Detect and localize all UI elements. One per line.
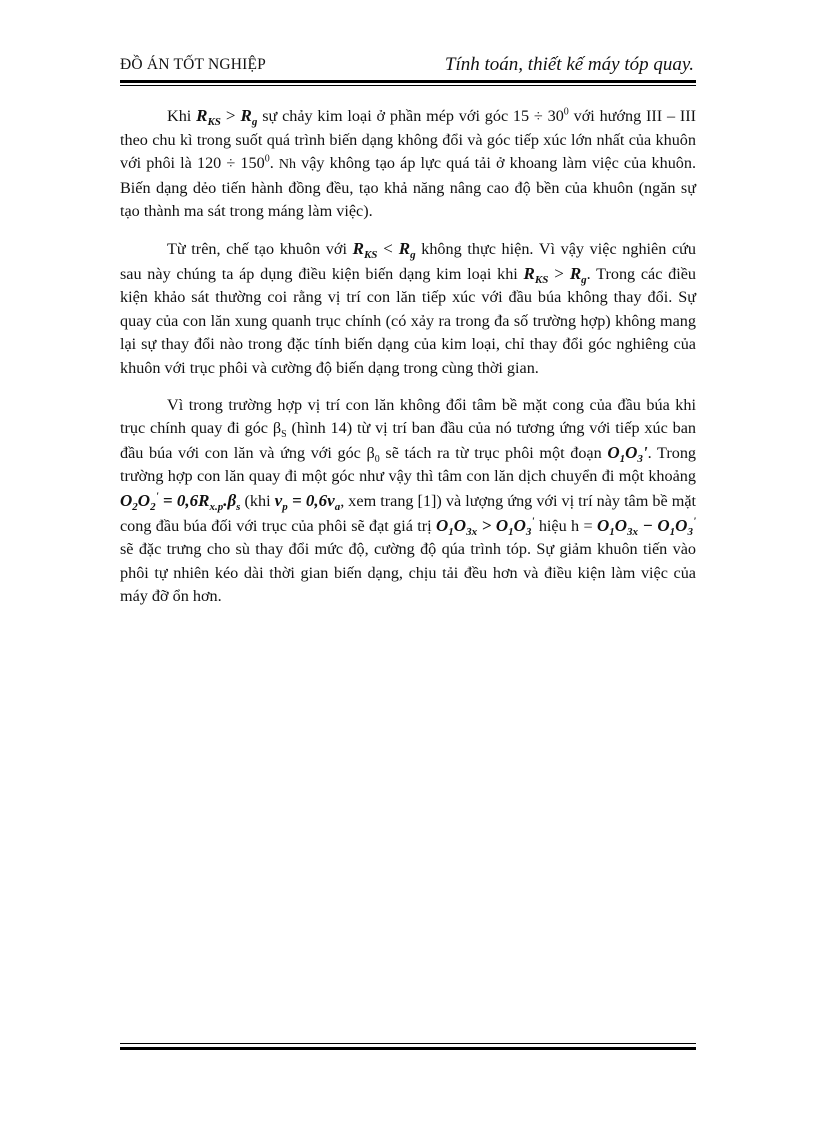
formula-o2o2: $O_2O_2' = 0,6R_{x.p}.\beta_s$: [120, 490, 241, 513]
header-rule-thick: [120, 80, 696, 83]
body-text: [120, 104, 696, 609]
footer-rule-thin: [120, 1043, 696, 1044]
formula-vp: $v_p = 0,6v_a$: [274, 490, 341, 513]
header-thesis-label: ĐỒ ÁN TỐT NGHIỆP: [120, 56, 266, 73]
formula-rks-gt-rg-2: $R_{KS} > R_g$: [523, 263, 587, 286]
formula-rks-lt-rg: $R_{KS} < R_g$: [352, 238, 416, 261]
paragraph-2: Từ trên, chế tạo khuôn với $R_{KS} < R_g$ không thực hiện. Vì vậy việc nghiên cứu sau này chúng ta áp dụng điều kiện biến dạng kim loại khi $R_{KS} > R_g$. Trong các điều kiện khảo sát thường coi rằng vị trí con lăn tiếp xúc với đầu búa không thay đổi. Sự quay của con lăn xung quanh trục chính (có xảy ra trong đa số trường hợp) không mang lại sự thay đổi nào trong đặc tính biến dạng của kim loại, chỉ thay đổi góc nghiêng của khuôn với trục phôi và cường độ biến dạng trong cùng thời gian.: [120, 238, 697, 377]
formula-o1o3: $O_1O_3'$: [607, 442, 648, 465]
header-rule-thin: [120, 85, 696, 86]
formula-rks-gt-rg: $R_{KS} > R_g$: [196, 106, 258, 128]
paragraph-1: Khi $R_{KS} > R_g$ sự chảy kim loại ở phần mép với góc $15 \div 30^0$ với hướng III – III theo chu kì trong suốt quá trình biến dạng không đổi và góc tiếp xúc lớn nhất của khuôn với phôi là $120 \div 150^0$. Nh vậy không tạo áp lực quá tải ở khoang làm việc của khuôn. Biến dạng dẻo tiến hành đồng đều, tạo khả năng nâng cao độ bền của khuôn (ngăn sự tạo thành ma sát trong máng làm việc).: [120, 106, 697, 221]
paragraph-3: Vì trong trường hợp vị trí con lăn không đổi tâm bề mặt cong của đầu búa khi trục chính quay đi góc $\beta_S$ (hình 14) từ vị trí ban đầu của nó tương ứng với tiếp xúc ban đầu búa với con lăn và ứng với góc $\beta_0$ sẽ tách ra từ trục phôi một đoạn $O_1O_3'$. Trong trường hợp con lăn quay đi một góc như vậy thì tâm con lăn dịch chuyển đi một khoảng $O_2O_2' = 0,6R_{x.p}.\beta_s$ (khi $v_p = 0,6v_a$, xem trang [1]) và lượng ứng với vị trí này tâm bề mặt cong đầu búa đối với trục của phôi sẽ đạt giá trị $O_1O_{3x} > O_1O_3'$ hiệu $h = O_1O_{3x} - O_1O_3'$ sẽ đặc trưng cho sù thay đổi mức độ, cường độ qúa trình tóp. Sự giảm khuôn tiến vào phôi tự nhiên kéo dài thời gian biến dạng, chịu tải đều hơn và điều kiện làm việc của máy đỡ ổn hơn.: [120, 395, 697, 606]
page-header: [120, 52, 696, 78]
header-topic-title: Tính toán, thiết kế máy tóp quay.: [444, 54, 694, 75]
footer-rule-thick: [120, 1047, 696, 1050]
formula-difference: $O_1O_{3x} - O_1O_3'$: [596, 514, 697, 538]
formula-inequality: $O_1O_{3x} > O_1O_3'$: [436, 514, 535, 538]
